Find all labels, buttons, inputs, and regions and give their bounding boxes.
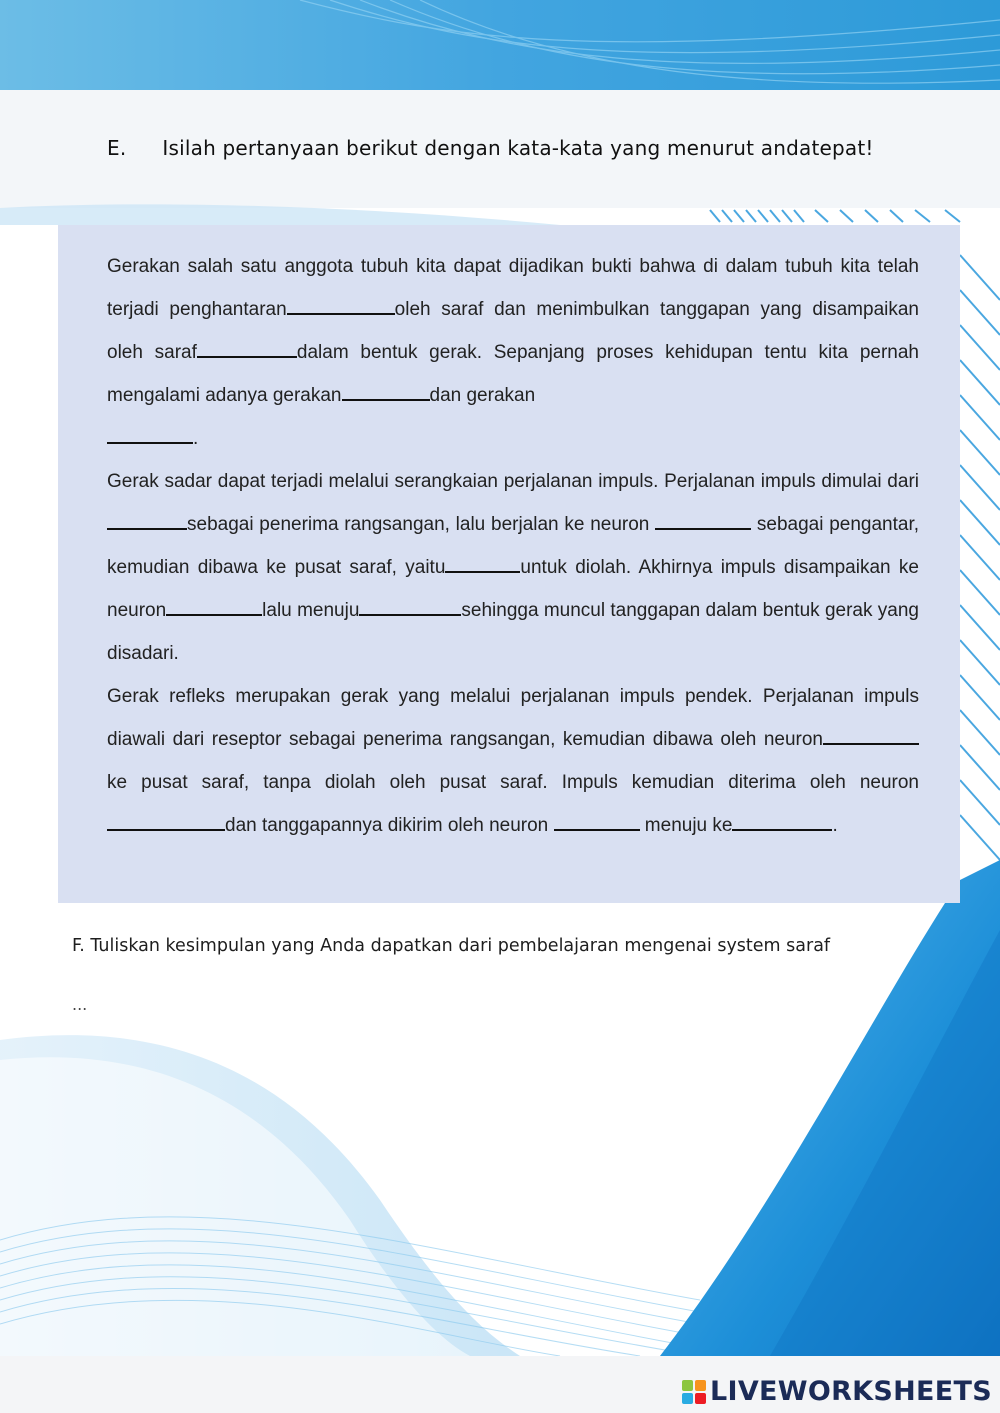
section-f-answer-field[interactable]: ... xyxy=(72,995,88,1014)
answer-blank-2[interactable] xyxy=(197,338,297,358)
text: Gerak sadar dapat terjadi melalui serangkaian perjalanan impuls. Perjalanan impuls dimulai dari xyxy=(107,471,919,492)
answer-blank-4[interactable] xyxy=(107,424,193,444)
text: menuju ke xyxy=(644,815,733,836)
answer-blank-13[interactable] xyxy=(732,811,832,831)
text: sehingga muncul tanggapan dalam bentuk gerak yang disadari. xyxy=(107,600,920,664)
answer-blank-12[interactable] xyxy=(554,811,640,831)
answer-blank-8[interactable] xyxy=(166,596,262,616)
text: lalu menuju xyxy=(262,600,360,621)
paragraph-3 xyxy=(107,675,919,847)
text: Gerak refleks merupakan gerak yang melalui perjalanan impuls pendek. Perjalanan impuls diawali dari reseptor sebagai penerima rangsangan, kemudian dibawa oleh neuron xyxy=(107,686,919,750)
text: dalam bentuk gerak. Sepanjang proses kehidupan tentu kita pernah mengalami adanya gerakan xyxy=(107,342,919,406)
section-f-instruction: F. Tuliskan kesimpulan yang Anda dapatkan dari pembelajaran mengenai system saraf xyxy=(72,936,831,956)
answer-blank-9[interactable] xyxy=(359,596,461,616)
section-e-letter: E. xyxy=(107,136,127,160)
text: sebagai pengantar, kemudian dibawa ke pusat saraf, yaitu xyxy=(107,514,920,578)
answer-blank-11[interactable] xyxy=(107,811,225,831)
answer-blank-7[interactable] xyxy=(445,553,520,573)
answer-blank-1[interactable] xyxy=(287,295,395,315)
text: untuk diolah. Akhirnya impuls disampaikan ke neuron xyxy=(107,557,919,621)
text: dan gerakan xyxy=(429,385,536,406)
text: dan tanggapannya dikirim oleh neuron xyxy=(225,815,549,836)
text: ke pusat saraf, tanpa diolah oleh pusat saraf. Impuls kemudian diterima oleh neuron xyxy=(107,772,919,793)
answer-blank-5[interactable] xyxy=(107,510,187,530)
text: Gerakan salah satu anggota tubuh kita dapat dijadikan bukti bahwa di dalam tubuh kita telah terjadi penghantaran xyxy=(107,256,919,320)
answer-blank-3[interactable] xyxy=(342,381,430,401)
text: . xyxy=(832,815,838,836)
liveworksheets-logo xyxy=(682,1376,992,1407)
text: oleh saraf dan menimbulkan tanggapan yang disampaikan oleh saraf xyxy=(107,299,919,363)
text: sebagai penerima rangsangan, lalu berjalan ke neuron xyxy=(187,514,650,535)
section-e-heading xyxy=(107,136,874,160)
passage xyxy=(107,245,919,847)
brand-name: LIVEWORKSHEETS xyxy=(709,1376,992,1407)
answer-blank-10[interactable] xyxy=(823,725,919,745)
paragraph-1 xyxy=(107,245,919,460)
text: . xyxy=(193,428,199,449)
paragraph-2 xyxy=(107,460,919,675)
liveworksheets-logo-icon xyxy=(682,1380,706,1404)
section-e-instruction: Isilah pertanyaan berikut dengan kata-kata yang menurut andatepat! xyxy=(162,136,874,160)
answer-blank-6[interactable] xyxy=(655,510,751,530)
